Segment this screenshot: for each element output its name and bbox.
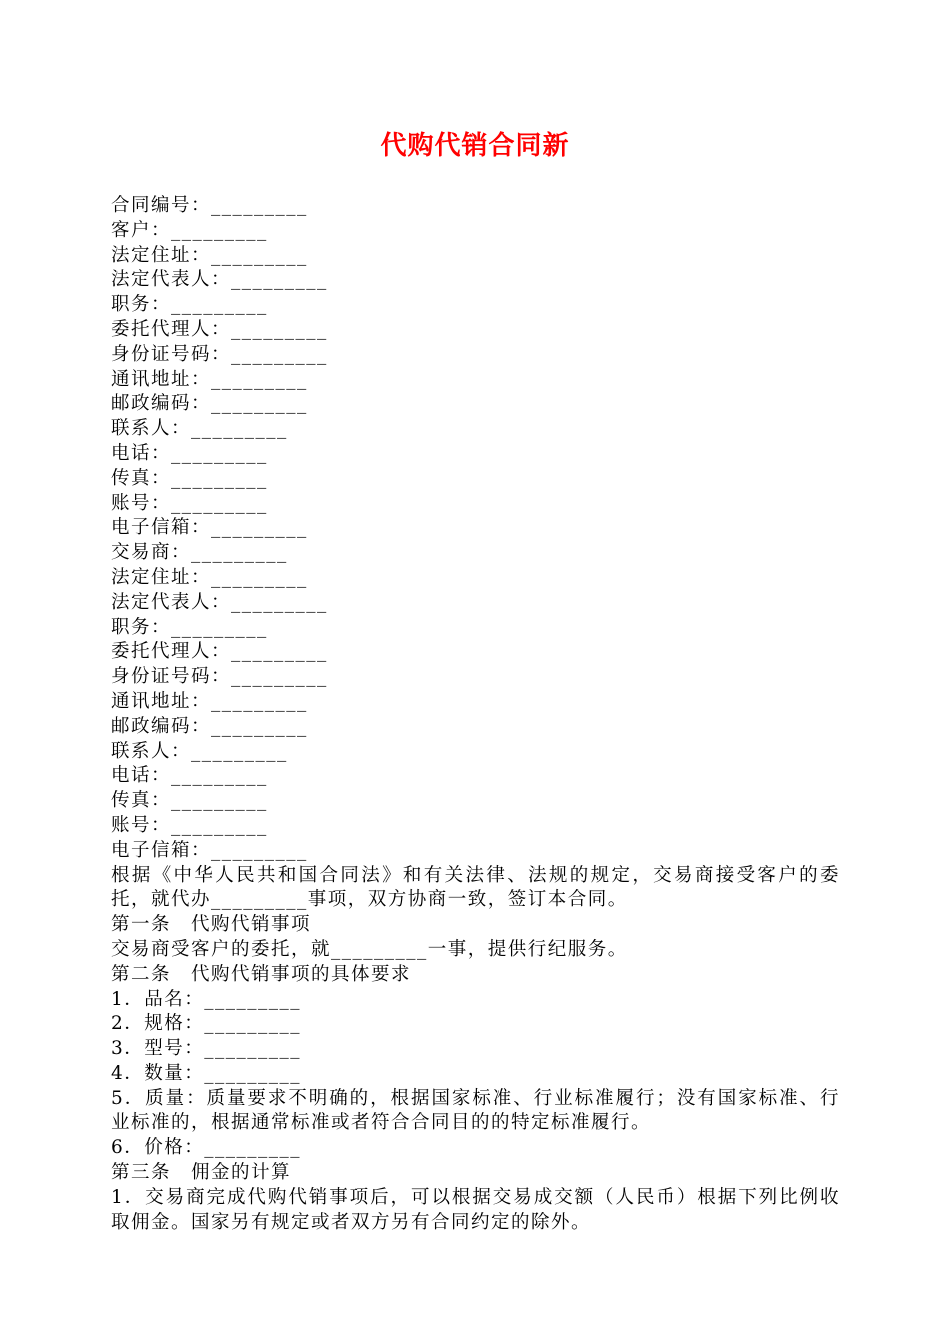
field-trader-mail-address: 通讯地址：_________: [111, 690, 308, 712]
field-client-postcode: 邮政编码：_________: [111, 393, 308, 415]
field-trader-phone: 电话：_________: [111, 765, 268, 787]
field-contract-number: 合同编号：_________: [111, 195, 308, 216]
article-2-heading: 第二条 代购代销事项的具体要求: [111, 963, 412, 985]
item-product-name: 1．品名：_________: [111, 988, 302, 1010]
field-client-fax: 传真：_________: [111, 467, 268, 489]
field-client-agent: 委托代理人：_________: [111, 318, 328, 340]
field-client-phone: 电话：_________: [111, 442, 268, 464]
field-trader-id-number: 身份证号码：_________: [111, 666, 328, 688]
item-quality: 5．质量：质量要求不明确的，根据国家标准、行业标准履行；没有国家标准、行业标准的，根据通常标准或者符合合同目的的特定标准履行。: [111, 1087, 840, 1134]
field-trader-contact: 联系人：_________: [111, 740, 288, 762]
field-trader-email: 电子信箱：_________: [111, 839, 308, 861]
preamble-paragraph: 根据《中华人民共和国合同法》和有关法律、法规的规定，交易商接受客户的委托，就代办_________事项，双方协商一致，签订本合同。: [111, 864, 840, 911]
field-trader-position: 职务：_________: [111, 616, 268, 638]
field-trader-legal-rep: 法定代表人：_________: [111, 591, 328, 613]
field-trader-address: 法定住址：_________: [111, 566, 308, 588]
field-client-account: 账号：_________: [111, 492, 268, 514]
item-price: 6．价格：_________: [111, 1137, 302, 1159]
document-body: [111, 194, 840, 1235]
article-1-text: 交易商受客户的委托，就_________一事，提供行纪服务。: [111, 938, 628, 960]
article-1-heading: 第一条 代购代销事项: [111, 914, 312, 936]
article-3-heading: 第三条 佣金的计算: [111, 1162, 292, 1184]
field-trader-fax: 传真：_________: [111, 790, 268, 812]
field-client-position: 职务：_________: [111, 294, 268, 316]
field-trader-account: 账号：_________: [111, 814, 268, 836]
field-client-contact: 联系人：_________: [111, 418, 288, 440]
article-3-clause-1: 1．交易商完成代购代销事项后，可以根据交易成交额（人民币）根据下列比例收取佣金。国家另有规定或者双方另有合同约定的除外。: [111, 1186, 840, 1233]
item-specification: 2．规格：_________: [111, 1013, 302, 1035]
field-client-legal-rep: 法定代表人：_________: [111, 269, 328, 291]
field-client: 客户：_________: [111, 219, 268, 241]
field-client-mail-address: 通讯地址：_________: [111, 368, 308, 390]
item-quantity: 4．数量：_________: [111, 1062, 302, 1084]
field-client-email: 电子信箱：_________: [111, 517, 308, 539]
field-trader: 交易商：_________: [111, 542, 288, 564]
field-client-id-number: 身份证号码：_________: [111, 343, 328, 365]
field-trader-agent: 委托代理人：_________: [111, 641, 328, 663]
item-model: 3．型号：_________: [111, 1038, 302, 1060]
document-title: 代购代销合同新: [380, 131, 570, 161]
field-trader-postcode: 邮政编码：_________: [111, 715, 308, 737]
field-client-address: 法定住址：_________: [111, 244, 308, 266]
